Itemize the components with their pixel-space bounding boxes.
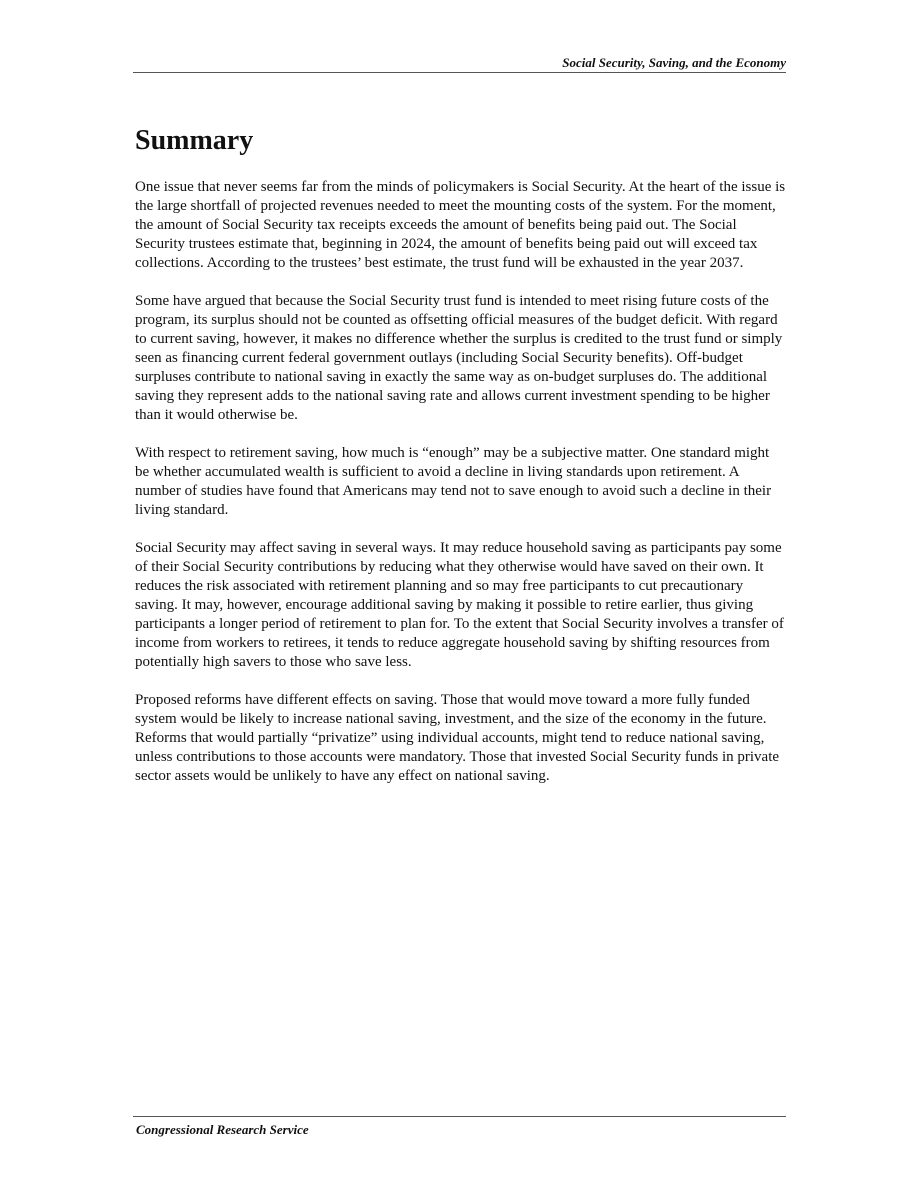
summary-paragraph: With respect to retirement saving, how much is “enough” may be a subjective matter. One standard might be whether accumulated wealth is sufficient to avoid a decline in living standards upon retirement. A number of studies have found that Americans may tend not to save enough to avoid such a decline in their living standard. [135,445,772,518]
running-header [133,52,786,73]
summary-paragraph: Social Security may affect saving in several ways. It may reduce household saving as participants pay some of their Social Security contributions by reducing what they otherwise would have saved on their own. It reduces the risk associated with retirement planning and so may free participants to cut precautionary saving. It may, however, encourage additional saving by making it possible to retire earlier, thus giving participants a longer period of retirement to plan for. To the extent that Social Security involves a transfer of income from workers to retirees, it tends to reduce aggregate household saving by shifting resources from potentially high savers to those who save less. [135,540,784,670]
summary-paragraph: Some have argued that because the Social Security trust fund is intended to meet rising future costs of the program, its surplus should not be counted as offsetting official measures of the budget deficit. With regard to current saving, however, it makes no difference whether the surplus is credited to the trust fund or simply seen as financing current federal government outlays (including Social Security benefits). Off-budget surpluses contribute to national saving in exactly the same way as on-budget surpluses do. The additional saving they represent adds to the national saving rate and allows current investment spending to be higher than it would otherwise be. [135,293,783,423]
summary-paragraph: One issue that never seems far from the minds of policymakers is Social Security. At the heart of the issue is the large shortfall of projected revenues needed to meet the mounting costs of the system. For the moment, the amount of Social Security tax receipts exceeds the amount of benefits being paid out. The Social Security trustees estimate that, beginning in 2024, the amount of benefits being paid out will exceed tax collections. According to the trustees’ best estimate, the trust fund will be exhausted in the year 2037. [135,179,786,271]
running-footer [133,1116,786,1137]
summary-paragraph: Proposed reforms have different effects on saving. Those that would move toward a more fully funded system would be likely to increase national saving, investment, and the size of the economy in the future. Reforms that would partially “privatize” using individual accounts, might tend to reduce national saving, unless contributions to those accounts were mandatory. Those that invested Social Security funds in private sector assets would be unlikely to have any effect on national saving. [135,692,780,784]
footer-organization: Congressional Research Service [136,1122,309,1137]
summary-body [135,178,786,805]
page-title: Summary [135,125,254,156]
running-header-title: Social Security, Saving, and the Economy [562,55,786,70]
